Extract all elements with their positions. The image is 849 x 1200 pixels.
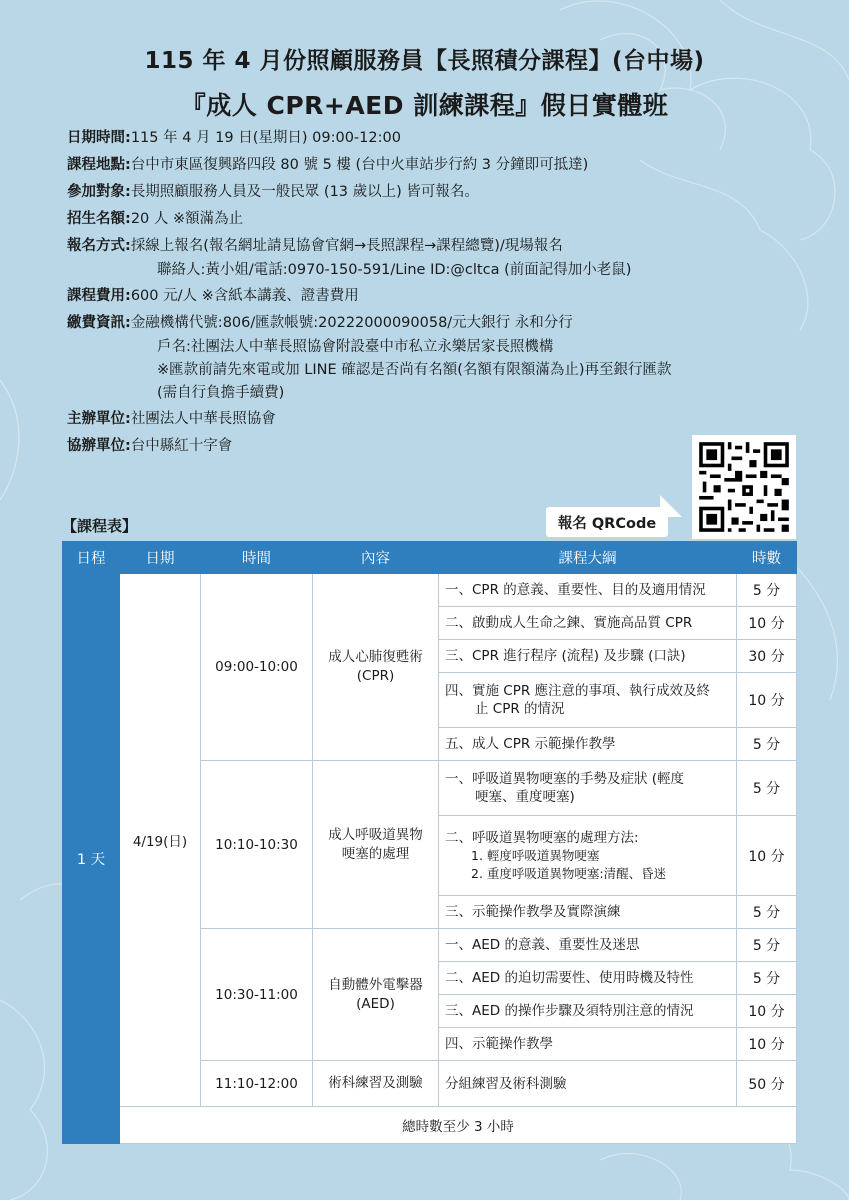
outline-cell: 三、CPR 進行程序 (流程) 及步驟 (口訣)	[439, 640, 737, 673]
info-fee	[67, 286, 827, 306]
date-cell: 4/19(日)	[120, 574, 201, 1107]
info-contact: 聯絡人:黃小姐/電話:0970-150-591/Line ID:@cltca (前面記得加小老鼠)	[157, 262, 632, 278]
colon: :	[125, 238, 131, 254]
content-cell	[313, 929, 439, 1061]
header-outline: 課程大綱	[439, 542, 737, 574]
colon: :	[125, 438, 131, 454]
outline-cell	[439, 673, 737, 728]
info-value: 台中市東區復興路四段 80 號 5 樓 (台中火車站步行約 3 分鐘即可抵達)	[130, 157, 589, 173]
hours-cell: 10 分	[737, 673, 797, 728]
hours-cell: 5 分	[737, 896, 797, 929]
colon: :	[125, 157, 131, 173]
info-value: 20 人 ※額滿為止	[130, 211, 244, 227]
outline-cell: 二、啟動成人生命之鍊、實施高品質 CPR	[439, 607, 737, 640]
qr-code-icon	[692, 435, 796, 539]
time-cell: 11:10-12:00	[201, 1061, 313, 1107]
header-content: 內容	[313, 542, 439, 574]
day-cell: 1 天	[63, 574, 120, 1144]
info-payment-fee-note: (需自行負擔手續費)	[157, 385, 285, 401]
content-line: (AED)	[356, 995, 395, 1012]
info-quota	[67, 209, 827, 229]
outline-cell: 一、AED 的意義、重要性及迷思	[439, 929, 737, 962]
info-value: 長期照顧服務人員及一般民眾 (13 歲以上) 皆可報名。	[130, 184, 479, 200]
content-cell	[313, 574, 439, 761]
info-label: 協辦單位	[67, 438, 125, 454]
hours-cell: 5 分	[737, 761, 797, 816]
hours-cell: 5 分	[737, 728, 797, 761]
outline-cell: 分組練習及術科測驗	[439, 1061, 737, 1107]
content-cell: 術科練習及測驗	[313, 1061, 439, 1107]
outline-cell	[439, 761, 737, 816]
info-audience	[67, 182, 827, 202]
outline-line: 止 CPR 的情況	[475, 701, 565, 717]
header-hours: 時數	[737, 542, 797, 574]
title-line-1: 115 年 4 月份照顧服務員【長照積分課程】(台中場)	[144, 48, 705, 74]
outline-line: 哽塞、重度哽塞)	[475, 789, 575, 805]
info-label: 日期時間	[67, 130, 125, 146]
content-line: 成人呼吸道異物	[328, 826, 423, 843]
schedule-label: 【課程表】	[62, 517, 138, 535]
hours-cell: 10 分	[737, 816, 797, 896]
outline-cell: 五、成人 CPR 示範操作教學	[439, 728, 737, 761]
colon: :	[125, 288, 131, 304]
info-label: 繳費資訊	[67, 315, 125, 331]
total-hours-cell: 總時數至少 3 小時	[120, 1107, 797, 1144]
info-label: 招生名額	[67, 211, 125, 227]
content-line: 哽塞的處理	[341, 845, 410, 862]
time-cell: 09:00-10:00	[201, 574, 313, 761]
colon: :	[125, 130, 131, 146]
content-cell	[313, 761, 439, 929]
outline-cell: 三、示範操作教學及實際演練	[439, 896, 737, 929]
content-line: 成人心肺復甦術	[328, 649, 423, 665]
colon: :	[125, 411, 131, 427]
hours-cell: 5 分	[737, 962, 797, 995]
time-cell: 10:10-10:30	[201, 761, 313, 929]
table-total-row	[63, 1107, 797, 1144]
info-label: 參加對象	[67, 184, 125, 200]
info-account-name: 戶名:社團法人中華長照協會附設臺中市私立永樂居家長照機構	[157, 339, 554, 355]
info-datetime	[67, 128, 827, 148]
info-label: 主辦單位	[67, 411, 125, 427]
content-line: (CPR)	[356, 668, 395, 684]
info-payment-note: ※匯款前請先來電或加 LINE 確認是否尚有名額(名額有限額滿為止)再至銀行匯款	[157, 362, 672, 378]
info-organizer	[67, 409, 827, 429]
time-cell: 10:30-11:00	[201, 929, 313, 1061]
info-value: 社團法人中華長照協會	[130, 411, 276, 427]
info-location	[67, 155, 827, 175]
info-value: 台中縣紅十字會	[130, 438, 233, 454]
outline-cell: 一、CPR 的意義、重要性、目的及適用情況	[439, 574, 737, 607]
info-value: 115 年 4 月 19 日(星期日) 09:00-12:00	[130, 130, 401, 146]
hours-cell: 10 分	[737, 995, 797, 1028]
title-line-2: 『成人 CPR+AED 訓練課程』假日實體班	[180, 91, 669, 120]
hours-cell: 30 分	[737, 640, 797, 673]
qr-code-label: 報名 QRCode	[546, 507, 668, 537]
course-info	[67, 128, 827, 463]
outline-sub-line: 1. 輕度呼吸道異物哽塞	[471, 847, 600, 863]
header-time: 時間	[201, 542, 313, 574]
table-header-row	[63, 542, 797, 574]
header-day: 日程	[63, 542, 120, 574]
outline-cell	[439, 816, 737, 896]
hours-cell: 10 分	[737, 1028, 797, 1061]
colon: :	[125, 315, 131, 331]
info-value: 600 元/人 ※含紙本講義、證書費用	[130, 288, 359, 304]
info-value: 金融機構代號:806/匯款帳號:20222000090058/元大銀行 永和分行	[130, 315, 573, 331]
info-payment	[67, 313, 827, 333]
course-schedule-table	[62, 541, 797, 1144]
table-row	[63, 574, 797, 607]
hours-cell: 5 分	[737, 929, 797, 962]
outline-line: 四、實施 CPR 應注意的事項、執行成效及終	[445, 683, 711, 699]
outline-line: 一、呼吸道異物哽塞的手勢及症狀 (輕度	[445, 771, 685, 787]
outline-cell: 三、AED 的操作步驟及須特別注意的情況	[439, 995, 737, 1028]
registration-qr-code[interactable]	[692, 435, 796, 539]
outline-cell: 二、AED 的迫切需要性、使用時機及特性	[439, 962, 737, 995]
info-registration	[67, 236, 827, 256]
colon: :	[125, 211, 131, 227]
outline-sub-line: 2. 重度呼吸道異物哽塞:清醒、昏迷	[471, 865, 667, 881]
info-label: 課程地點	[67, 157, 125, 173]
colon: :	[125, 184, 131, 200]
hours-cell: 5 分	[737, 574, 797, 607]
outline-cell: 四、示範操作教學	[439, 1028, 737, 1061]
outline-line: 二、呼吸道異物哽塞的處理方法:	[445, 829, 639, 846]
header-date: 日期	[120, 542, 201, 574]
hours-cell: 10 分	[737, 607, 797, 640]
info-value: 採線上報名(報名網址請見協會官網→長照課程→課程總覽)/現場報名	[130, 238, 563, 254]
content-line: 自動體外電擊器	[328, 976, 423, 993]
info-label: 報名方式	[67, 238, 125, 254]
info-label: 課程費用	[67, 288, 125, 304]
hours-cell: 50 分	[737, 1061, 797, 1107]
